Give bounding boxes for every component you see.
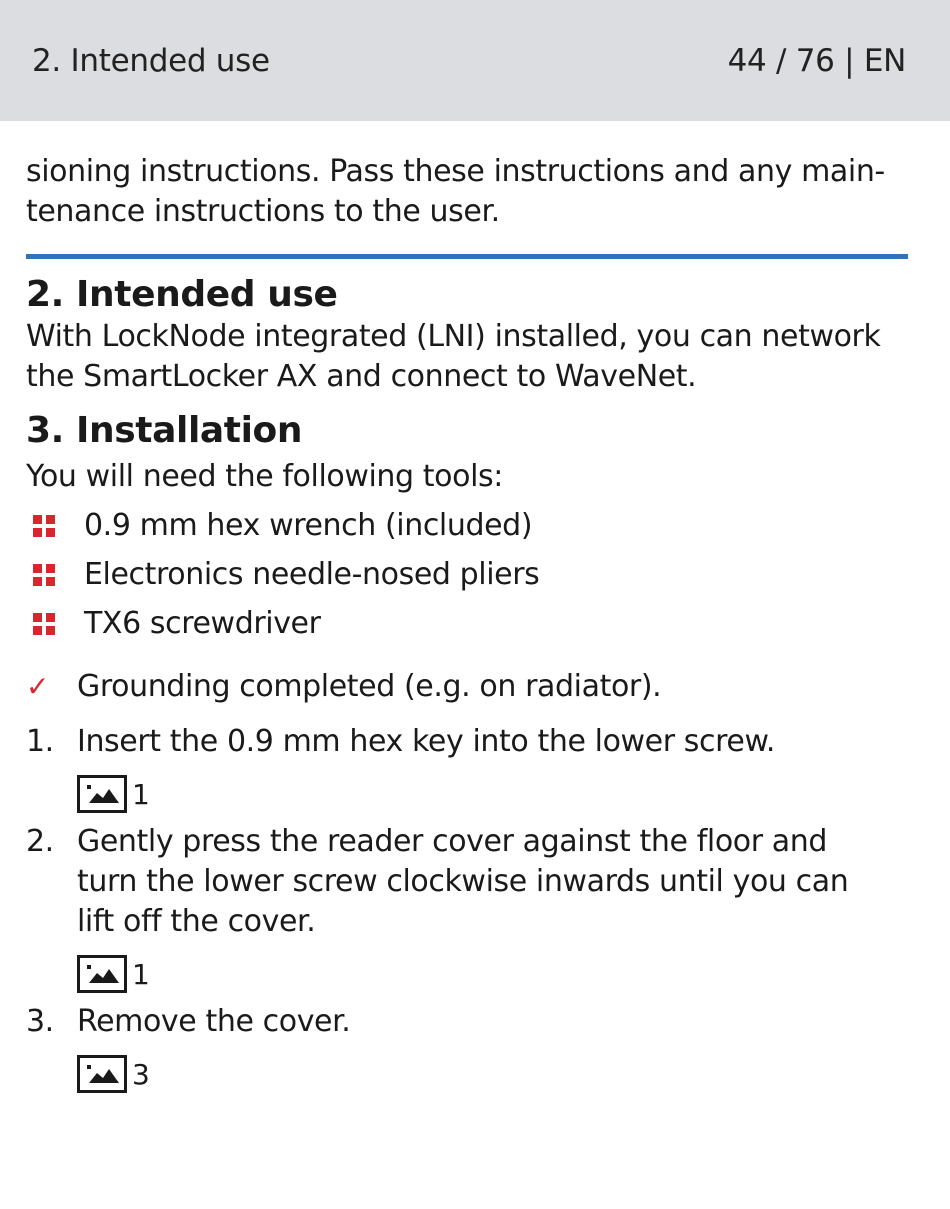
list-item [26, 550, 908, 599]
tool-label: 0.9 mm hex wrench (included) [84, 508, 533, 543]
intended-use-heading: 2. Intended use [26, 274, 338, 315]
header-section-title: 2. Intended use [32, 42, 270, 79]
figure-number: 1 [132, 957, 150, 991]
header-page-info: 44 / 76 | EN [727, 42, 906, 79]
tools-intro: You will need the following tools: [26, 459, 503, 494]
step-2 [26, 822, 908, 942]
step-text: Insert the 0.9 mm hex key into the lower screw. [77, 724, 775, 759]
page-header [0, 0, 950, 121]
figure-reference [77, 1046, 908, 1102]
image-icon [77, 775, 127, 813]
intro-paragraph [26, 152, 908, 232]
figure-reference [77, 766, 908, 822]
list-item [26, 501, 908, 550]
document-body [26, 152, 908, 1102]
step-number: 2. [26, 824, 54, 859]
intro-text: sioning instructions. Pass these instructions and any main-tenance instructions to the user. [26, 154, 885, 229]
image-icon [77, 1055, 127, 1093]
tool-label: TX6 screwdriver [84, 606, 321, 641]
installation-steps [26, 722, 908, 1102]
image-icon [77, 955, 127, 993]
step-3 [26, 1002, 908, 1042]
red-square-bullet-icon [33, 564, 55, 586]
step-number: 3. [26, 1004, 54, 1039]
step-text: Gently press the reader cover against the floor and turn the lower screw clockwise inwards until you can lift off the cover. [77, 824, 849, 939]
figure-number: 3 [132, 1057, 150, 1091]
red-square-bullet-icon [33, 613, 55, 635]
step-number: 1. [26, 724, 54, 759]
intended-use-text: With LockNode integrated (LNI) installed, you can network the SmartLocker AX and connect to WaveNet. [26, 319, 881, 394]
tool-label: Electronics needle-nosed pliers [84, 557, 540, 592]
precondition-text: Grounding completed (e.g. on radiator). [77, 668, 662, 704]
step-text: Remove the cover. [77, 1004, 351, 1039]
figure-number: 1 [132, 777, 150, 811]
red-square-bullet-icon [33, 515, 55, 537]
installation-heading: 3. Installation [26, 410, 303, 451]
precondition [26, 662, 908, 710]
step-1 [26, 722, 908, 762]
list-item [26, 599, 908, 648]
checkmark-icon: ✓ [26, 669, 50, 703]
tools-list [26, 501, 908, 648]
section-divider [26, 254, 908, 259]
figure-reference [77, 946, 908, 1002]
